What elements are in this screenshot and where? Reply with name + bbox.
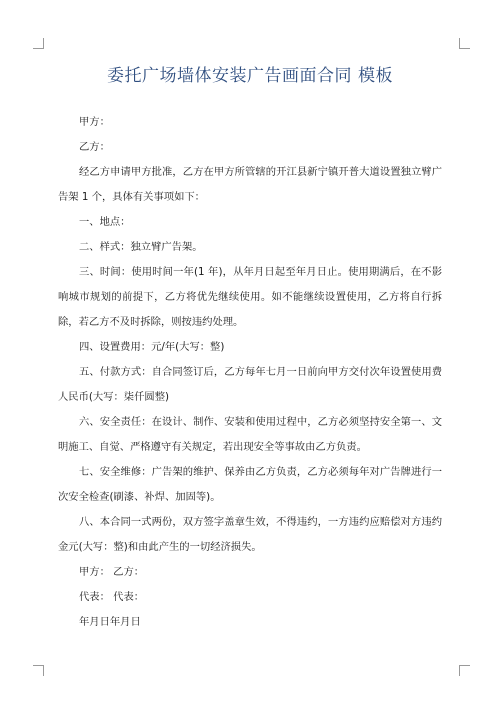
crop-mark-top-left — [33, 38, 44, 49]
signature-representatives: 代表： 代表： — [79, 591, 145, 603]
clause-style: 二、样式：独立臂广告架。 — [79, 241, 203, 253]
intro-paragraph: 经乙方申请甲方批准，乙方在甲方所管辖的开江县新宁镇开普大道设置独立臂广告架 1 个，具体有关事项如下： — [58, 166, 442, 203]
clause-copies: 八、本合同一式两份，双方签字盖章生效，不得违约，一方违约应赔偿对方违约金元(大写：整)和由此产生的一切经济损失。 — [58, 516, 442, 553]
clause-maintenance: 七、安全维修：广告架的维护、保养由乙方负责，乙方必须每年对广告牌进行一次安全检查(刷漆、补焊、加固等)。 — [58, 466, 442, 503]
crop-mark-top-right — [459, 38, 470, 49]
crop-mark-bottom-left — [33, 665, 44, 676]
party-a-line: 甲方： — [79, 116, 110, 128]
clause-safety: 六、安全责任：在设计、制作、安装和使用过程中，乙方必须坚持安全第一、文明施工、自觉、严格遵守有关规定，若出现安全等事故由乙方负责。 — [58, 416, 442, 453]
signature-dates: 年月日年月日 — [79, 616, 141, 628]
clause-location: 一、地点： — [79, 216, 131, 228]
clause-time: 三、时间：使用时间一年(1 年)，从年月日起至年月日止。使用期满后，在不影响城市规划的前提下，乙方将优先继续使用。如不能继续设置使用，乙方将自行拆除，若乙方不及时拆除，则按违约处理。 — [58, 266, 442, 328]
clause-fee: 四、设置费用：元/年(大写：整) — [79, 341, 225, 353]
signature-parties: 甲方： 乙方： — [79, 566, 145, 578]
crop-mark-bottom-right — [459, 665, 470, 676]
document-body — [58, 110, 442, 635]
document-title: 委托广场墙体安装广告画面合同 模板 — [107, 66, 393, 86]
party-b-line: 乙方： — [79, 141, 110, 153]
clause-payment: 五、付款方式：自合同签订后，乙方每年七月一日前向甲方交付次年设置使用费人民币(大写：柒仟圆整) — [58, 366, 442, 403]
